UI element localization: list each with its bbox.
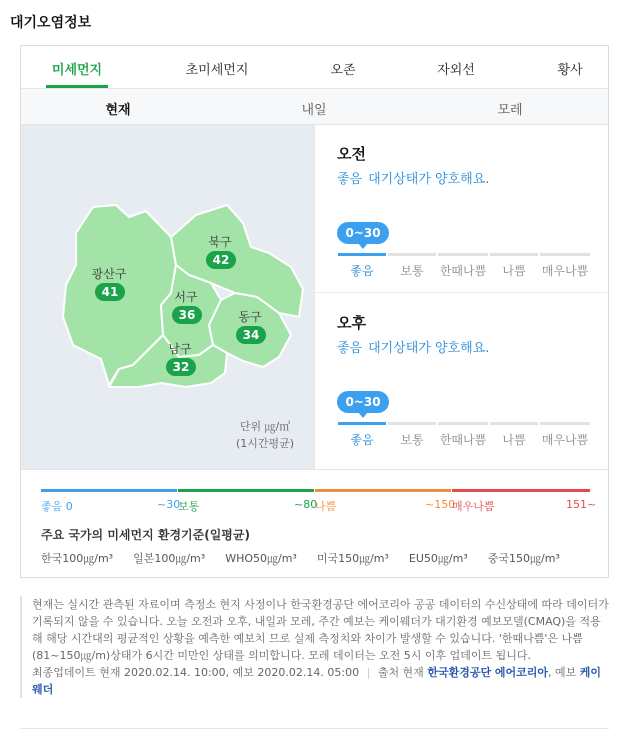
- map-label-seo: 서구: [174, 290, 198, 304]
- standard-china: 중국150㎍/m³: [487, 552, 560, 565]
- tab-yellow-dust[interactable]: 황사: [557, 63, 583, 78]
- pm-range-bubble: 0~30: [337, 391, 389, 413]
- forecast-side: [314, 125, 608, 469]
- source-kweather-link[interactable]: 케이웨더: [32, 666, 602, 696]
- legend-bar-bad: [315, 489, 451, 492]
- subtab-day-after[interactable]: 모레: [497, 103, 523, 118]
- tab-ultrafine-dust[interactable]: 초미세먼지: [185, 63, 249, 78]
- bottom-divider: [20, 728, 609, 729]
- standard-eu: EU50㎍/m³: [408, 552, 468, 565]
- tab-fine-dust[interactable]: 미세먼지: [51, 63, 103, 78]
- legend-very-bad-min: 151~: [566, 498, 597, 511]
- pm-scale: [337, 422, 589, 448]
- legend-bar-normal: [178, 489, 314, 492]
- legend-normal-max: ~80: [294, 498, 318, 511]
- map-value-gwangsan: 41: [101, 285, 119, 299]
- map-value-nam: 32: [172, 360, 190, 374]
- subtab-tomorrow[interactable]: 내일: [301, 103, 327, 118]
- pm-desc: 대기상태가 양호해요.: [368, 341, 490, 356]
- region-map: [21, 125, 314, 469]
- tab-ozone[interactable]: 오존: [330, 63, 356, 78]
- pollutant-tabs: [21, 46, 608, 88]
- am-scale: [337, 253, 589, 279]
- am-pm-divider: [315, 292, 607, 293]
- pm-grade: 좋음: [337, 341, 363, 356]
- unit-line: 단위 ㎍/㎥: [239, 420, 291, 433]
- map-label-nam: 남구: [168, 342, 192, 356]
- subtab-now[interactable]: 현재: [105, 103, 131, 118]
- legend-bad-max: ~150: [425, 498, 456, 511]
- legend-good-max: ~30: [157, 498, 181, 511]
- pm-scale-bad: 나쁨: [489, 422, 539, 448]
- legend-bar-good: [41, 489, 177, 492]
- standards-list: [41, 550, 560, 566]
- pm-scale-very-bad: 매우나쁨: [539, 422, 591, 448]
- day-subtabs: [21, 88, 608, 125]
- am-label: 오전: [337, 145, 366, 163]
- pm-label: 오후: [337, 314, 366, 332]
- am-range-bubble: 0~30: [337, 222, 389, 244]
- am-scale-normal: 보통: [387, 253, 437, 279]
- am-scale-bad: 나쁨: [489, 253, 539, 279]
- notes-paragraph: 현재는 실시간 관측된 자료이며 측정소 현지 사정이나 한국환경공단 에어코리아 공공 데이터의 수신상태에 따라 데이터가 기록되지 않을 수 있습니다. 오늘 오전과 오후, 내일과 모레, 주간 예보는 케이웨더가 대기환경 예보모델(CMAQ)을 적용해 해당 시간대의 평균적인 상황을 예측한 예보치 므로 실제 측정치와 차이가 발생할 수 있습니다. '한때나쁨'은 나쁨(81~150㎍/m)상태가 6시간 미만인 상태를 의미합니다. 모레 데이터는 오전 5시 이후 업데이트 됩니다.: [32, 598, 609, 662]
- legend-bar-very-bad: [452, 489, 590, 492]
- map-label-dong: 동구: [238, 310, 262, 324]
- pm-scale-normal: 보통: [387, 422, 437, 448]
- source-label: 출처 현재: [377, 666, 424, 679]
- update-line: 최종업데이트 현재 2020.02.14. 10:00, 예보 2020.02.14. 05:00 | 출처 현재 한국환경공단 에어코리아, 예보 케이웨더: [32, 666, 602, 696]
- notes-section: [20, 596, 609, 698]
- standard-japan: 일본100㎍/m³: [133, 552, 206, 565]
- air-quality-panel: [20, 45, 609, 578]
- pm-scale-good: 좋음: [337, 422, 387, 448]
- pm-status: [337, 337, 489, 356]
- am-desc: 대기상태가 양호해요.: [368, 172, 490, 187]
- am-grade: 좋음: [337, 172, 363, 187]
- page-title: 대기오염정보: [10, 15, 92, 31]
- grade-legend: [21, 469, 608, 577]
- am-scale-partly-bad: 한때나쁨: [437, 253, 489, 279]
- average-line: (1시간평균): [236, 437, 295, 450]
- map-value-buk: 42: [212, 253, 230, 267]
- legend-bad-label: 나쁨: [315, 500, 337, 513]
- standard-usa: 미국150㎍/m³: [316, 552, 389, 565]
- legend-good-start: 좋음 0: [41, 500, 73, 513]
- map-value-dong: 34: [242, 328, 260, 342]
- am-scale-good: 좋음: [337, 253, 387, 279]
- source-separator: , 예보: [548, 666, 577, 679]
- map-label-buk: 북구: [208, 235, 232, 249]
- map-value-seo: 36: [178, 308, 196, 322]
- update-text: 최종업데이트 현재 2020.02.14. 10:00, 예보 2020.02.14. 05:00: [32, 666, 360, 679]
- legend-normal-label: 보통: [178, 500, 200, 513]
- am-status: [337, 168, 489, 187]
- legend-very-bad-label: 매우나쁨: [452, 500, 495, 513]
- map-label-gwangsan: 광산구: [91, 267, 127, 281]
- standard-korea: 한국100㎍/m³: [41, 552, 114, 565]
- source-airkorea-link[interactable]: 한국환경공단 에어코리아: [427, 666, 549, 679]
- tab-uv[interactable]: 자외선: [437, 63, 475, 78]
- am-scale-very-bad: 매우나쁨: [539, 253, 591, 279]
- pm-scale-partly-bad: 한때나쁨: [437, 422, 489, 448]
- unit-note: [236, 418, 294, 452]
- standard-who: WHO50㎍/m³: [225, 552, 297, 565]
- standards-title: 주요 국가의 미세먼지 환경기준(일평균): [41, 528, 250, 542]
